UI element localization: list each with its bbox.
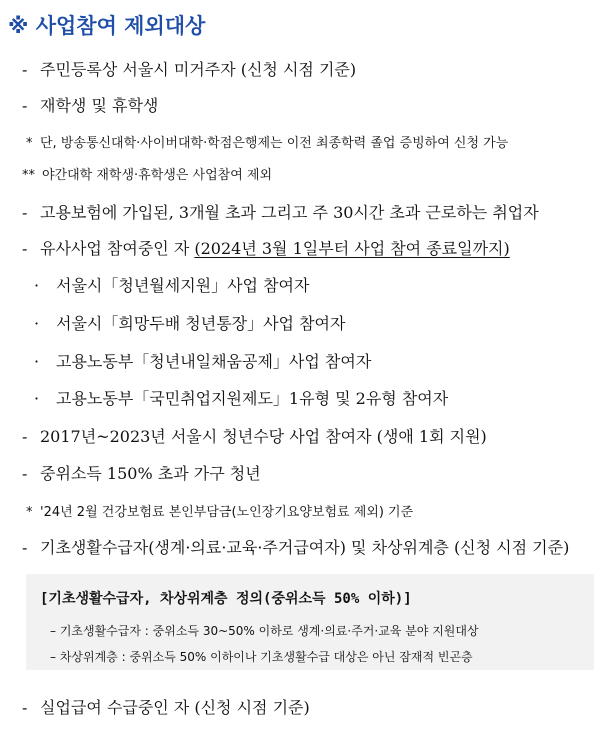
note-distance-university xyxy=(26,134,508,154)
sub-item-youth-deduction xyxy=(34,352,371,372)
exclusion-item-past-allowance xyxy=(22,427,487,447)
participation-period-underlined: (2024년 3월 1일부터 사업 참여 종료일까지) xyxy=(194,239,510,258)
item-text: 실업급여 수급중인 자 (신청 시점 기준) xyxy=(40,698,310,717)
bullet-marker: · xyxy=(34,352,40,371)
note-text: '24년 2월 건강보험료 본인부담금(노인장기요양보험료 제외) 기준 xyxy=(40,505,414,520)
item-text: 고용보험에 가입된, 3개월 초과 그리고 주 30시간 초과 근로하는 취업자 xyxy=(40,203,539,222)
asterisk-marker: * xyxy=(26,505,33,520)
section-title: ※ 사업참여 제외대상 xyxy=(8,14,206,38)
bullet-marker: · xyxy=(34,389,40,408)
item-text: 유사사업 참여중인 자 xyxy=(40,239,195,258)
exclusion-item-basic-livelihood xyxy=(22,538,569,558)
item-text: 재학생 및 휴학생 xyxy=(40,96,159,115)
definition-box xyxy=(26,574,594,670)
dash-marker: - xyxy=(22,96,28,115)
note-night-university xyxy=(22,166,272,186)
dash-marker: - xyxy=(22,538,28,557)
definition-basic-livelihood: – 기초생활수급자 : 중위소득 30~50% 이하로 생계·의료·주거·교육 분야 지원대상 xyxy=(50,624,479,638)
exclusion-item-non-resident xyxy=(22,60,356,80)
dash-marker: - xyxy=(22,60,28,79)
sub-item-hope-account xyxy=(34,314,345,334)
note-text: 단, 방송통신대학·사이버대학·학점은행제는 이전 최종학력 졸업 증빙하여 신청 가능 xyxy=(40,136,509,151)
sub-item-rent-support xyxy=(34,276,309,296)
note-health-insurance xyxy=(26,503,413,523)
bullet-marker: · xyxy=(34,276,40,295)
bullet-marker: · xyxy=(34,314,40,333)
exclusion-item-income xyxy=(22,464,261,484)
sub-item-employment-support xyxy=(34,389,448,409)
sub-item-text: 고용노동부「청년내일채움공제」사업 참여자 xyxy=(56,352,372,371)
exclusion-item-students xyxy=(22,96,158,116)
dash-marker: - xyxy=(22,239,28,258)
dash-marker: - xyxy=(22,427,28,446)
dash-marker: - xyxy=(22,698,28,717)
exclusion-item-similar-program xyxy=(22,239,510,259)
definition-box-title: [기초생활수급자, 차상위계층 정의(중위소득 50% 이하)] xyxy=(40,591,412,607)
note-text: 야간대학 재학생·휴학생은 사업참여 제외 xyxy=(42,168,273,183)
asterisk-marker: * xyxy=(26,136,33,151)
item-text: 중위소득 150% 초과 가구 청년 xyxy=(40,464,261,483)
item-text: 2017년~2023년 서울시 청년수당 사업 참여자 (생애 1회 지원) xyxy=(40,427,487,446)
dash-marker: - xyxy=(22,464,28,483)
sub-item-text: 서울시「희망두배 청년통장」사업 참여자 xyxy=(56,314,346,333)
sub-item-text: 서울시「청년월세지원」사업 참여자 xyxy=(56,276,310,295)
dash-marker: - xyxy=(22,203,28,222)
definition-near-poverty: – 차상위계층 : 중위소득 50% 이하이나 기초생활수급 대상은 아닌 잠재적 빈곤층 xyxy=(50,650,473,664)
exclusion-item-unemployment-benefit xyxy=(22,698,310,718)
item-text: 주민등록상 서울시 미거주자 (신청 시점 기준) xyxy=(40,60,357,79)
exclusion-item-employed xyxy=(22,203,539,223)
sub-item-text: 고용노동부「국민취업지원제도」1유형 및 2유형 참여자 xyxy=(56,389,449,408)
item-text: 기초생활수급자(생계·의료·교육·주거급여자) 및 차상위계층 (신청 시점 기준) xyxy=(40,538,570,557)
double-asterisk-marker: ** xyxy=(22,168,35,183)
